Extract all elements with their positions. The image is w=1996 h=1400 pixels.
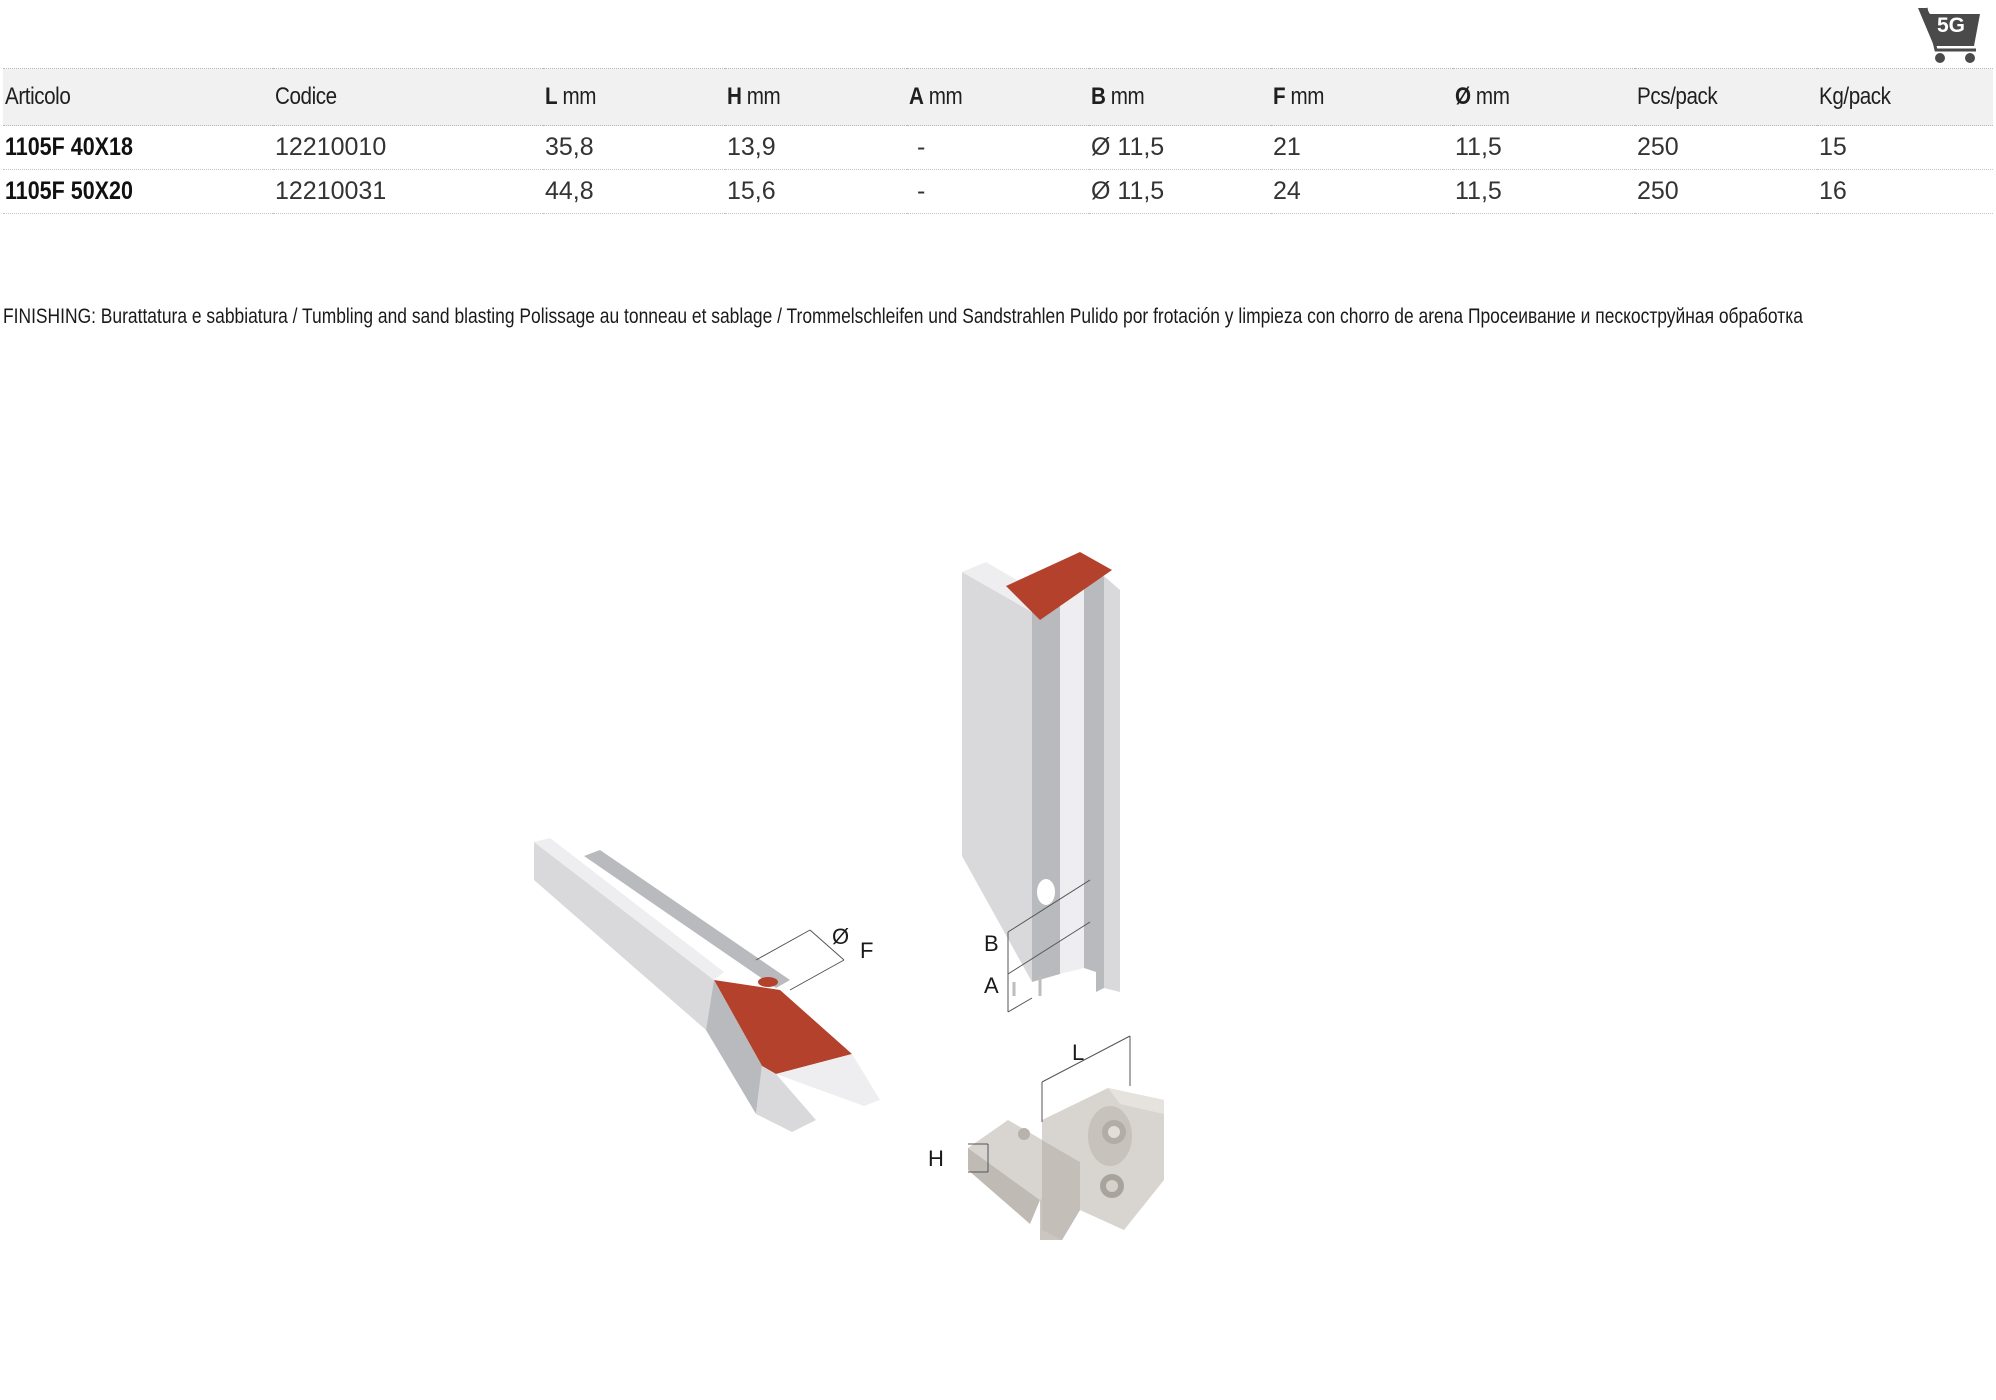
header-pcs-pack: Pcs/pack bbox=[1637, 83, 1718, 110]
header-a-mm: A mm bbox=[909, 83, 963, 110]
table-row bbox=[3, 170, 1993, 214]
cart-5g-icon bbox=[1914, 4, 1986, 64]
vertical-profile-channel bbox=[1060, 584, 1084, 974]
header-f-mm: F mm bbox=[1273, 83, 1325, 110]
cell-l: 44,8 bbox=[545, 177, 594, 205]
cell-a: - bbox=[917, 177, 926, 205]
header-kg-pack: Kg/pack bbox=[1819, 83, 1891, 110]
header-l-mm: L mm bbox=[545, 83, 597, 110]
table-row bbox=[3, 126, 1993, 170]
cell-b: Ø 11,5 bbox=[1091, 133, 1165, 161]
cell-h: 13,9 bbox=[727, 133, 776, 161]
vertical-profile-edge bbox=[1104, 576, 1120, 992]
cell-articolo: 1105F 40X18 bbox=[5, 133, 133, 161]
horizontal-profile bbox=[534, 838, 880, 1132]
cell-codice: 12210010 bbox=[275, 133, 387, 161]
vertical-profile bbox=[962, 552, 1120, 996]
badge-label: 5G bbox=[1936, 14, 1965, 37]
label-a: A bbox=[984, 973, 999, 998]
cell-codice: 12210031 bbox=[275, 177, 387, 205]
cell-diameter: 11,5 bbox=[1455, 177, 1502, 205]
table-header-row bbox=[3, 69, 1993, 126]
header-h-mm: H mm bbox=[727, 83, 781, 110]
cell-h: 15,6 bbox=[727, 177, 776, 205]
vertical-profile-hole bbox=[1037, 879, 1055, 905]
header-b-mm: B mm bbox=[1091, 83, 1145, 110]
cell-articolo: 1105F 50X20 bbox=[5, 177, 133, 205]
label-diameter: Ø bbox=[832, 924, 850, 949]
cell-f: 21 bbox=[1273, 133, 1301, 161]
cell-l: 35,8 bbox=[545, 133, 594, 161]
vertical-profile-rib bbox=[1032, 596, 1060, 982]
vertical-profile-front-face bbox=[962, 572, 1032, 982]
label-h: H bbox=[928, 1146, 944, 1171]
vertical-profile-back-wall bbox=[1084, 576, 1104, 992]
profile-drawing bbox=[520, 540, 1220, 1260]
horizontal-profile-hole bbox=[758, 977, 778, 987]
cell-pcs: 250 bbox=[1637, 133, 1679, 161]
cell-kg: 16 bbox=[1819, 177, 1847, 205]
cell-diameter: 11,5 bbox=[1455, 133, 1502, 161]
cell-f: 24 bbox=[1273, 177, 1301, 205]
header-diameter-mm: Ø mm bbox=[1455, 83, 1510, 110]
cell-kg: 15 bbox=[1819, 133, 1847, 161]
finishing-description: FINISHING: Burattatura e sabbiatura / Tumbling and sand blasting Polissage au tonneau et sablage / Trommelschleifen und Sandstrahlen Pulido por frotación y limpieza con chorro de arena Просеивание и пескоструйная обработка bbox=[3, 305, 1803, 328]
label-f: F bbox=[860, 938, 874, 963]
label-l: L bbox=[1072, 1040, 1085, 1065]
header-articolo: Articolo bbox=[5, 83, 71, 110]
header-codice: Codice bbox=[275, 83, 337, 110]
cell-b: Ø 11,5 bbox=[1091, 177, 1165, 205]
cell-a: - bbox=[917, 133, 926, 161]
corner-bracket bbox=[968, 1088, 1164, 1240]
spec-table bbox=[3, 68, 1993, 214]
product-illustration bbox=[520, 540, 1220, 1260]
label-b: B bbox=[984, 931, 999, 956]
cell-pcs: 250 bbox=[1637, 177, 1679, 205]
